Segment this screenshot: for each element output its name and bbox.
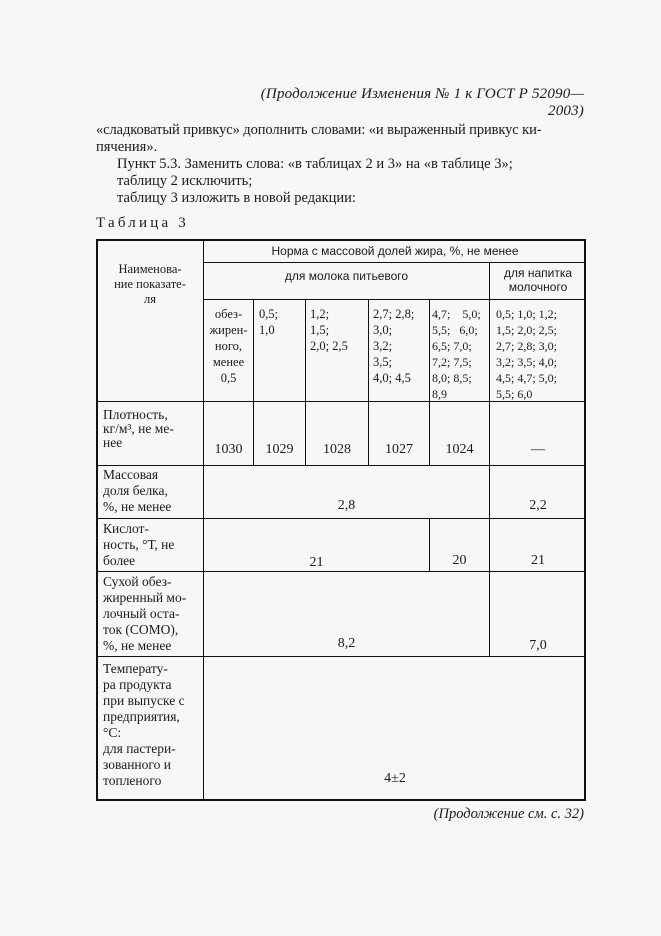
density-value-4: 1027 xyxy=(368,401,429,465)
paragraph-1 xyxy=(96,122,586,156)
header-name-cell: Наименова- ние показате- ля xyxy=(96,239,203,401)
page-footer: (Продолжение см. с. 32) xyxy=(433,806,584,822)
row-somo-name: Сухой обез- жиренный мо- лочный оста- ток (СОМО), %, не менее xyxy=(96,571,203,656)
temperature-value: 4±2 xyxy=(203,656,586,801)
row-protein-name: Массовая доля белка, %, не менее xyxy=(96,465,203,518)
density-value-1: 1030 xyxy=(203,401,253,465)
table-title: Таблица 3 xyxy=(96,215,189,231)
fat-cell-6: 0,5; 1,0; 1,2; 1,5; 2,0; 2,5; 2,7; 2,8; 3,0; 3,2; 3,5; 4,0; 4,5; 4,7; 5,0; 5,5; 6,0 xyxy=(489,299,586,401)
fat-cell-1: обез- жирен- ного, менее 0,5 xyxy=(203,299,253,401)
header-norm-cell: Норма с массовой долей жира, %, не менее xyxy=(203,239,586,262)
density-value-6: — xyxy=(489,401,586,465)
acidity-value-1: 21 xyxy=(203,518,429,571)
row-temperature-name: Температу- ра продукта при выпуске с предприятия, °С: для пастери- зованного и топленого xyxy=(96,656,203,801)
header-drink-cell: для напитка молочного xyxy=(489,262,586,299)
fat-cell-4: 2,7; 2,8; 3,0; 3,2; 3,5; 4,0; 4,5 xyxy=(368,299,429,401)
header-milk-cell: для молока питьевого xyxy=(203,262,489,299)
density-value-2: 1029 xyxy=(253,401,305,465)
paragraph-1-line-2: пячения». xyxy=(96,139,158,155)
density-value-3: 1028 xyxy=(305,401,368,465)
paragraph-3: таблицу 2 исключить; xyxy=(117,173,253,189)
protein-value-drink: 2,2 xyxy=(489,465,586,518)
paragraph-4: таблицу 3 изложить в новой редакции: xyxy=(117,190,356,206)
somo-value-milk: 8,2 xyxy=(203,571,489,656)
page-header: (Продолжение Изменения № 1 к ГОСТ Р 52090—2003) xyxy=(260,86,584,119)
paragraph-1-line-1: «сладковатый привкус» дополнить словами: «и выраженный привкус ки- xyxy=(96,122,542,138)
row-acidity-name: Кислот- ность, °Т, не более xyxy=(96,518,203,571)
acidity-value-3: 21 xyxy=(489,518,586,571)
fat-cell-2: 0,5; 1,0 xyxy=(253,299,305,401)
density-value-5: 1024 xyxy=(429,401,489,465)
fat-cell-5: 4,7; 5,0; 5,5; 6,0; 6,5; 7,0; 7,2; 7,5; 8,0; 8,5; 8,9 xyxy=(429,299,489,401)
protein-value-milk: 2,8 xyxy=(203,465,489,518)
fat-cell-3: 1,2; 1,5; 2,0; 2,5 xyxy=(305,299,368,401)
paragraph-2: Пункт 5.3. Заменить слова: «в таблицах 2 и 3» на «в таблице 3»; xyxy=(117,156,513,172)
row-density-name: Плотность, кг/м³, не ме- нее xyxy=(96,401,203,465)
somo-value-drink: 7,0 xyxy=(489,571,586,656)
acidity-value-2: 20 xyxy=(429,518,489,571)
